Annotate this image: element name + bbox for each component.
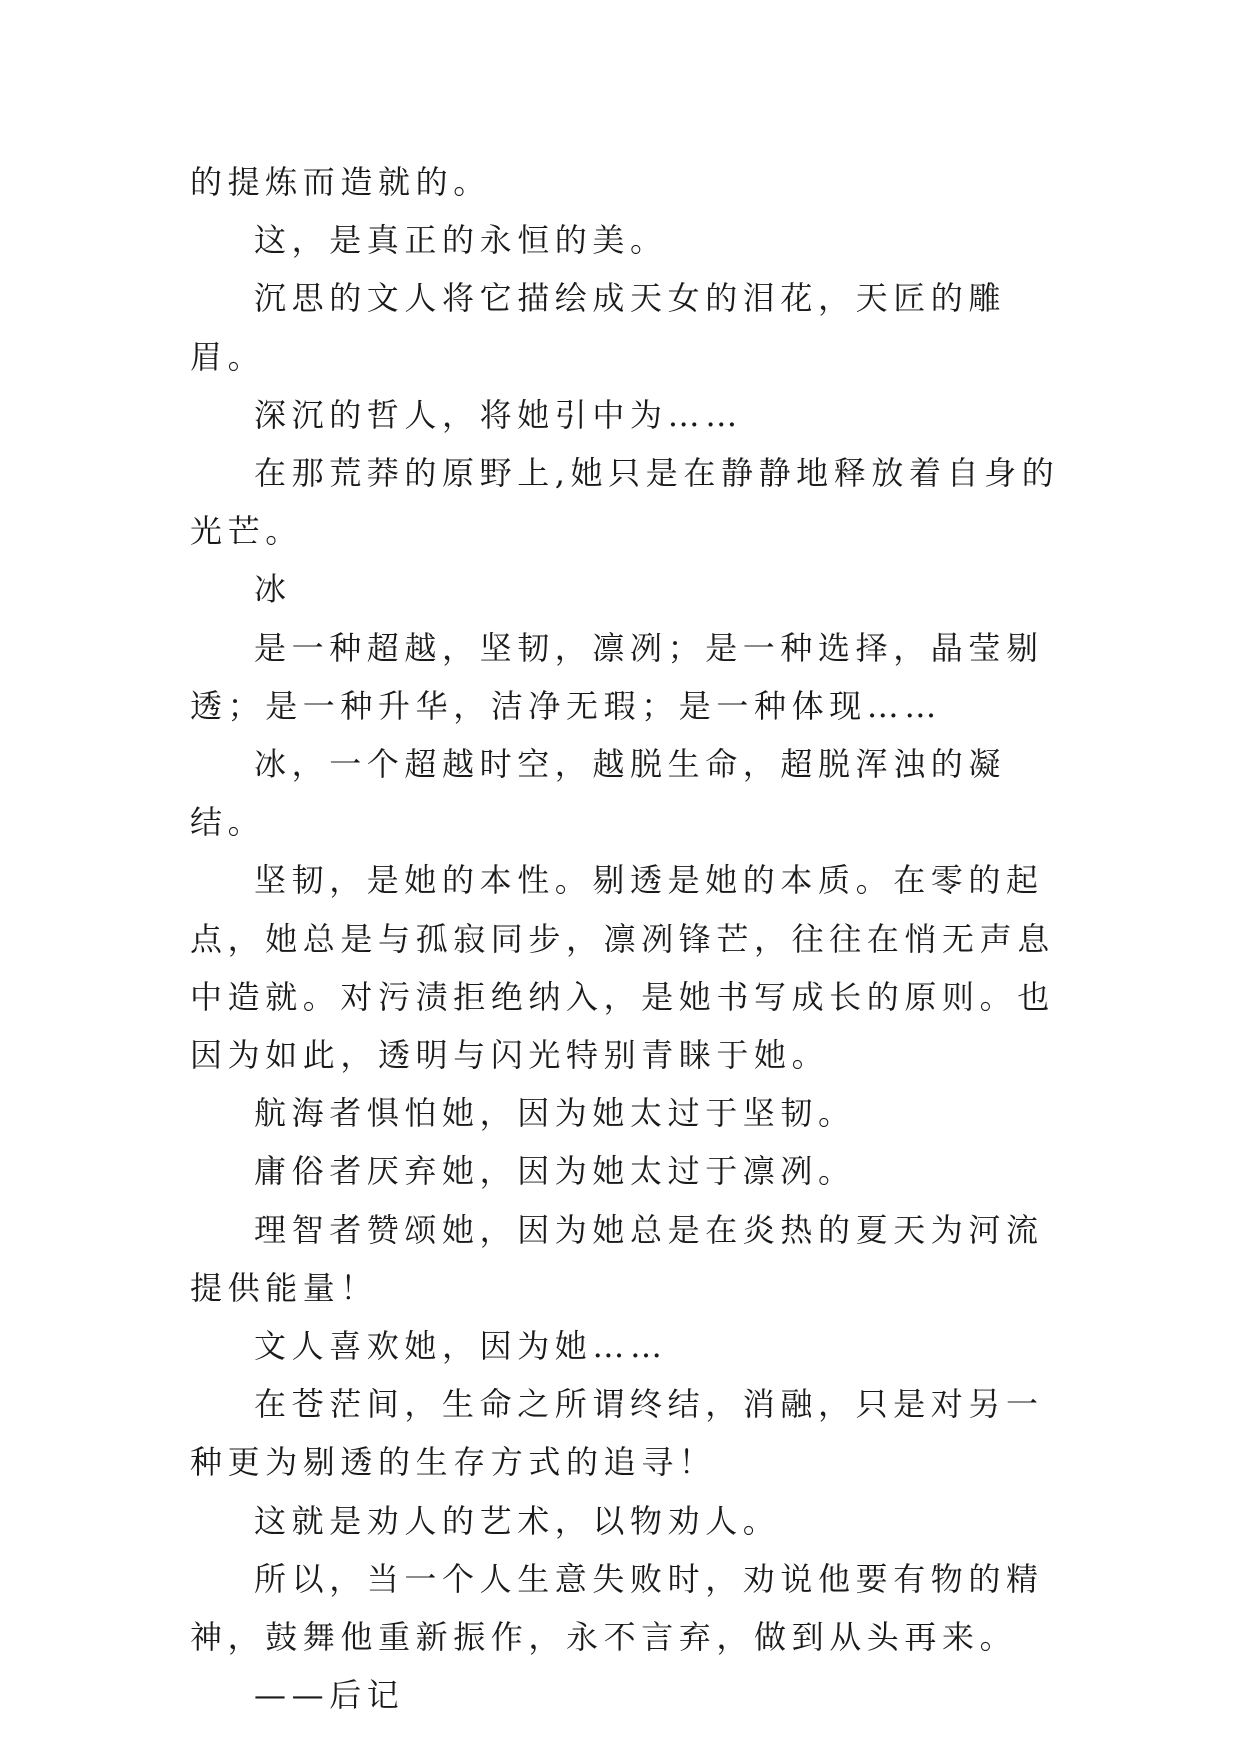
paragraph-heading: 冰: [254, 570, 292, 609]
paragraph: 理智者赞颂她，因为她总是在炎热的夏天为河流提供能量！: [190, 1210, 1044, 1307]
paragraph: 这就是劝人的艺术，以物劝人。: [254, 1501, 781, 1540]
afterword-label: ——后记: [254, 1676, 405, 1715]
paragraph: 所以，当一个人生意失败时，劝说他要有物的精神，鼓舞他重新振作，永不言弃，做到从头再来。: [190, 1559, 1044, 1657]
paragraph: 沉思的文人将它描绘成天女的泪花，天匠的雕眉。: [190, 279, 1007, 376]
document-body: [190, 153, 1070, 1724]
paragraph: 坚韧，是她的本性。剔透是她的本质。在零的起点，她总是与孤寂同步，凛冽锋芒，往往在悄无声息中造就。对污渍拒绝纳入，是她书写成长的原则。也因为如此，透明与闪光特别青睐于她。: [190, 861, 1055, 1075]
paragraph: 在苍茫间，生命之所谓终结，消融，只是对另一种更为剔透的生存方式的追寻！: [190, 1385, 1044, 1482]
paragraph: 的提炼而造就的。: [190, 163, 491, 201]
paragraph: 文人喜欢她，因为她……: [254, 1327, 668, 1366]
paragraph: 是一种超越，坚韧，凛冽；是一种选择，晶莹剔透；是一种升华，洁净无瑕；是一种体现……: [190, 628, 1044, 725]
paragraph: 庸俗者厌弃她，因为她太过于凛冽。: [254, 1152, 856, 1191]
paragraph: 这，是真正的永恒的美。: [254, 221, 668, 260]
paragraph: 在那荒莽的原野上,她只是在静静地释放着自身的光芒。: [190, 454, 1060, 551]
paragraph: 冰，一个超越时空，越脱生命，超脱浑浊的凝结。: [190, 745, 1007, 842]
paragraph: 深沉的哲人，将她引中为……: [254, 395, 743, 434]
paragraph: 航海者惧怕她，因为她太过于坚韧。: [254, 1094, 856, 1133]
